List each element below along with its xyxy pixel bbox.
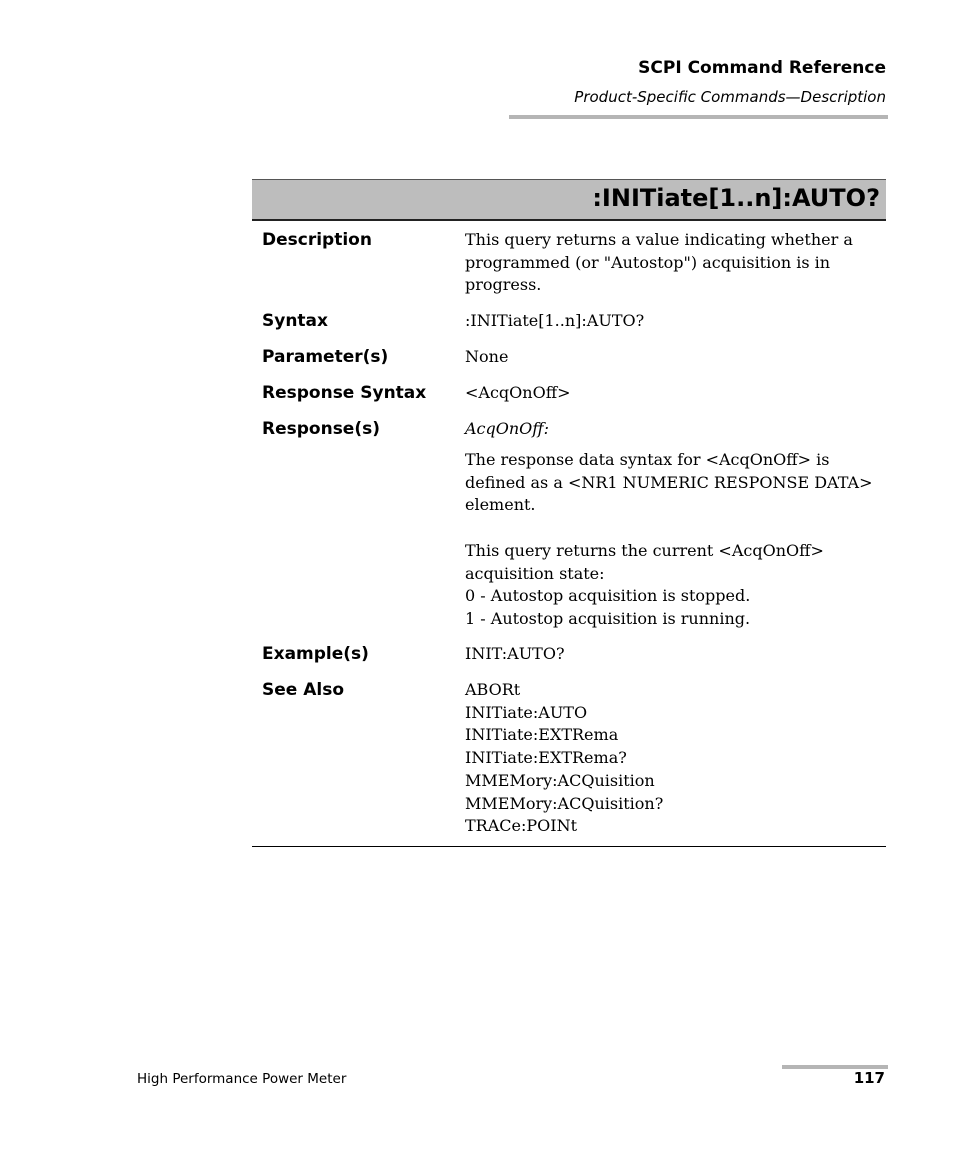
response-parameter-name: AcqOnOff: (465, 419, 550, 438)
response-line: 0 - Autostop acquisition is stopped. (465, 586, 751, 606)
description-line: progress. (465, 275, 542, 295)
page-number: 117 (853, 1069, 885, 1087)
response-paragraph-2 (465, 540, 885, 631)
description-line: This query returns a value indicating whether a (465, 230, 853, 249)
response-line: 1 - Autostop acquisition is running. (465, 609, 751, 629)
row-label-description: Description (262, 230, 372, 250)
response-line: element. (465, 495, 536, 515)
row-value-response-syntax: <AcqOnOff> (465, 383, 571, 402)
see-also-item: INITiate:EXTRema? (465, 748, 627, 768)
row-value-examples: INIT:AUTO? (465, 644, 565, 663)
command-title: :INITiate[1..n]:AUTO? (592, 184, 880, 212)
row-value-description (465, 229, 885, 297)
running-header-title: SCPI Command Reference (638, 58, 886, 78)
see-also-item: MMEMory:ACQuisition (465, 770, 655, 790)
table-bottom-rule (252, 846, 886, 847)
footer-product-name: High Performance Power Meter (137, 1071, 347, 1087)
row-label-syntax: Syntax (262, 311, 328, 331)
row-value-syntax: :INITiate[1..n]:AUTO? (465, 311, 645, 330)
row-label-examples: Example(s) (262, 644, 369, 664)
row-value-parameters: None (465, 347, 509, 366)
description-line: programmed (or "Autostop") acquisition is in (465, 252, 831, 272)
row-label-response-syntax: Response Syntax (262, 383, 427, 403)
see-also-item: INITiate:AUTO (465, 702, 588, 722)
header-rule (509, 115, 888, 119)
see-also-item: TRACe:POINt (465, 816, 578, 836)
row-value-see-also (465, 679, 885, 838)
response-line: This query returns the current <AcqOnOff> (465, 541, 824, 560)
see-also-item: INITiate:EXTRema (465, 725, 619, 745)
running-header-subtitle: Product-Specific Commands—Description (574, 88, 886, 106)
see-also-item: ABORt (465, 680, 521, 699)
response-line: The response data syntax for <AcqOnOff> is (465, 450, 830, 469)
response-paragraph-1 (465, 449, 885, 517)
response-line: defined as a <NR1 NUMERIC RESPONSE DATA> (465, 472, 873, 492)
row-label-responses: Response(s) (262, 419, 380, 439)
response-line: acquisition state: (465, 563, 605, 583)
row-label-see-also: See Also (262, 680, 345, 700)
command-title-bar (252, 179, 886, 221)
row-label-parameters: Parameter(s) (262, 347, 389, 367)
see-also-item: MMEMory:ACQuisition? (465, 793, 664, 813)
